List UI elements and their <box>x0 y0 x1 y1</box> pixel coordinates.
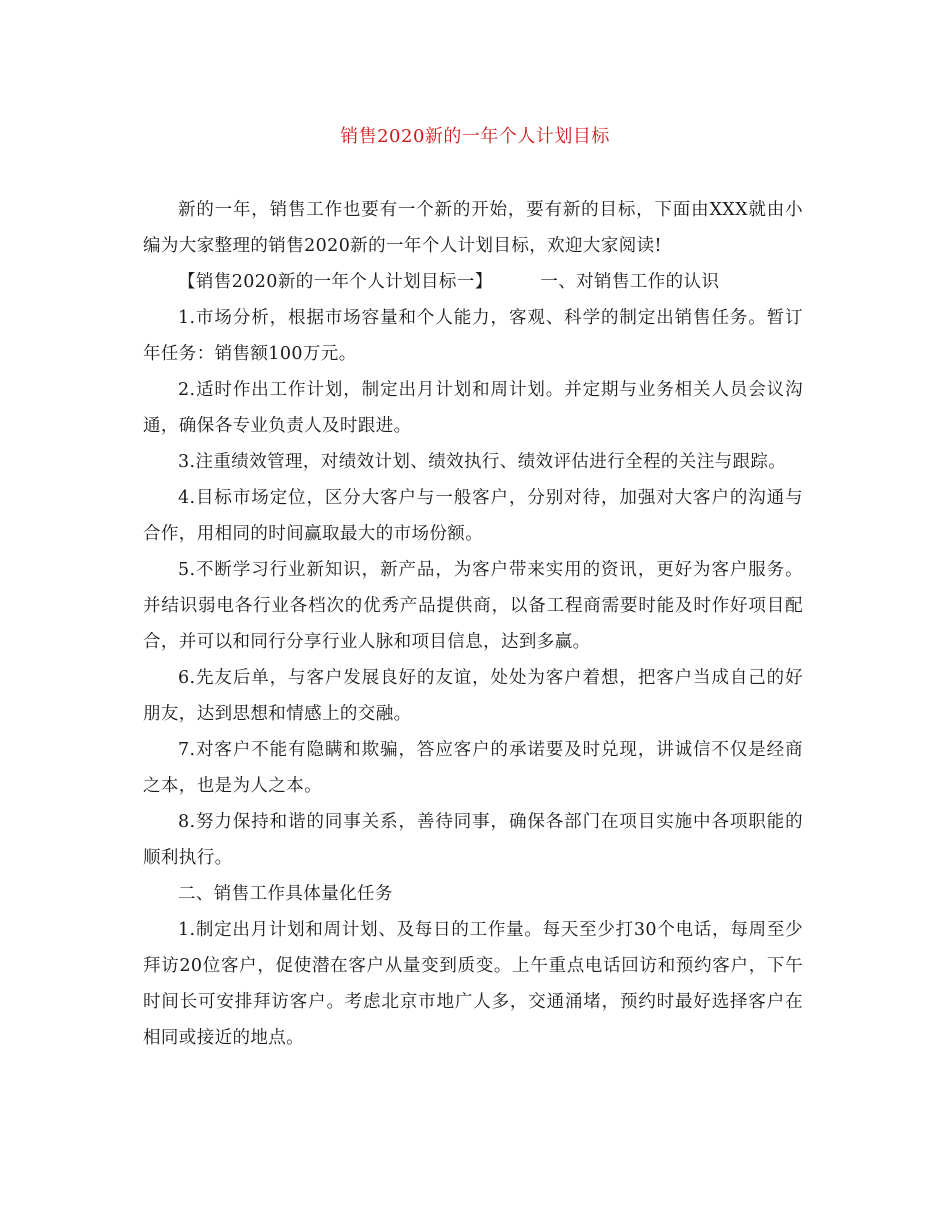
section1-item-7: 7.对客户不能有隐瞒和欺骗，答应客户的承诺要及时兑现，讲诚信不仅是经商之本，也是为人之本。 <box>143 740 803 796</box>
intro-paragraph: 新的一年，销售工作也要有一个新的开始，要有新的目标，下面由XXX就由小编为大家整理的销售2020新的一年个人计划目标，欢迎大家阅读! <box>143 200 803 256</box>
plan-heading-line <box>143 264 803 300</box>
document-body <box>143 192 803 1056</box>
section1-item-2: 2.适时作出工作计划，制定出月计划和周计划。并定期与业务相关人员会议沟通，确保各专业负责人及时跟进。 <box>143 380 803 436</box>
plan-heading: 【销售2020新的一年个人计划目标一】 <box>178 272 493 292</box>
section2-heading: 二、销售工作具体量化任务 <box>178 884 393 904</box>
section1-item-6: 6.先友后单，与客户发展良好的友谊，处处为客户着想，把客户当成自己的好朋友，达到思想和情感上的交融。 <box>143 668 803 724</box>
section1-item-3: 3.注重绩效管理，对绩效计划、绩效执行、绩效评估进行全程的关注与跟踪。 <box>178 452 787 472</box>
document-title: 销售2020新的一年个人计划目标 <box>340 126 610 147</box>
section1-item-4: 4.目标市场定位，区分大客户与一般客户，分别对待，加强对大客户的沟通与合作，用相同的时间赢取最大的市场份额。 <box>143 488 803 544</box>
section1-item-1: 1.市场分析，根据市场容量和个人能力，客观、科学的制定出销售任务。暂订年任务：销售额100万元。 <box>143 308 803 364</box>
section2-item-1: 1.制定出月计划和周计划、及每日的工作量。每天至少打30个电话，每周至少拜访20位客户，促使潜在客户从量变到质变。上午重点电话回访和预约客户，下午时间长可安排拜访客户。考虑北京市地广人多，交通涌堵，预约时最好选择客户在相同或接近的地点。 <box>143 920 803 1048</box>
section1-heading: 一、对销售工作的认识 <box>540 272 720 292</box>
section1-item-5: 5.不断学习行业新知识，新产品，为客户带来实用的资讯，更好为客户服务。并结识弱电各行业各档次的优秀产品提供商，以备工程商需要时能及时作好项目配合，并可以和同行分享行业人脉和项目信息，达到多赢。 <box>143 560 803 652</box>
section1-item-8: 8.努力保持和谐的同事关系，善待同事，确保各部门在项目实施中各项职能的顺利执行。 <box>143 812 803 868</box>
